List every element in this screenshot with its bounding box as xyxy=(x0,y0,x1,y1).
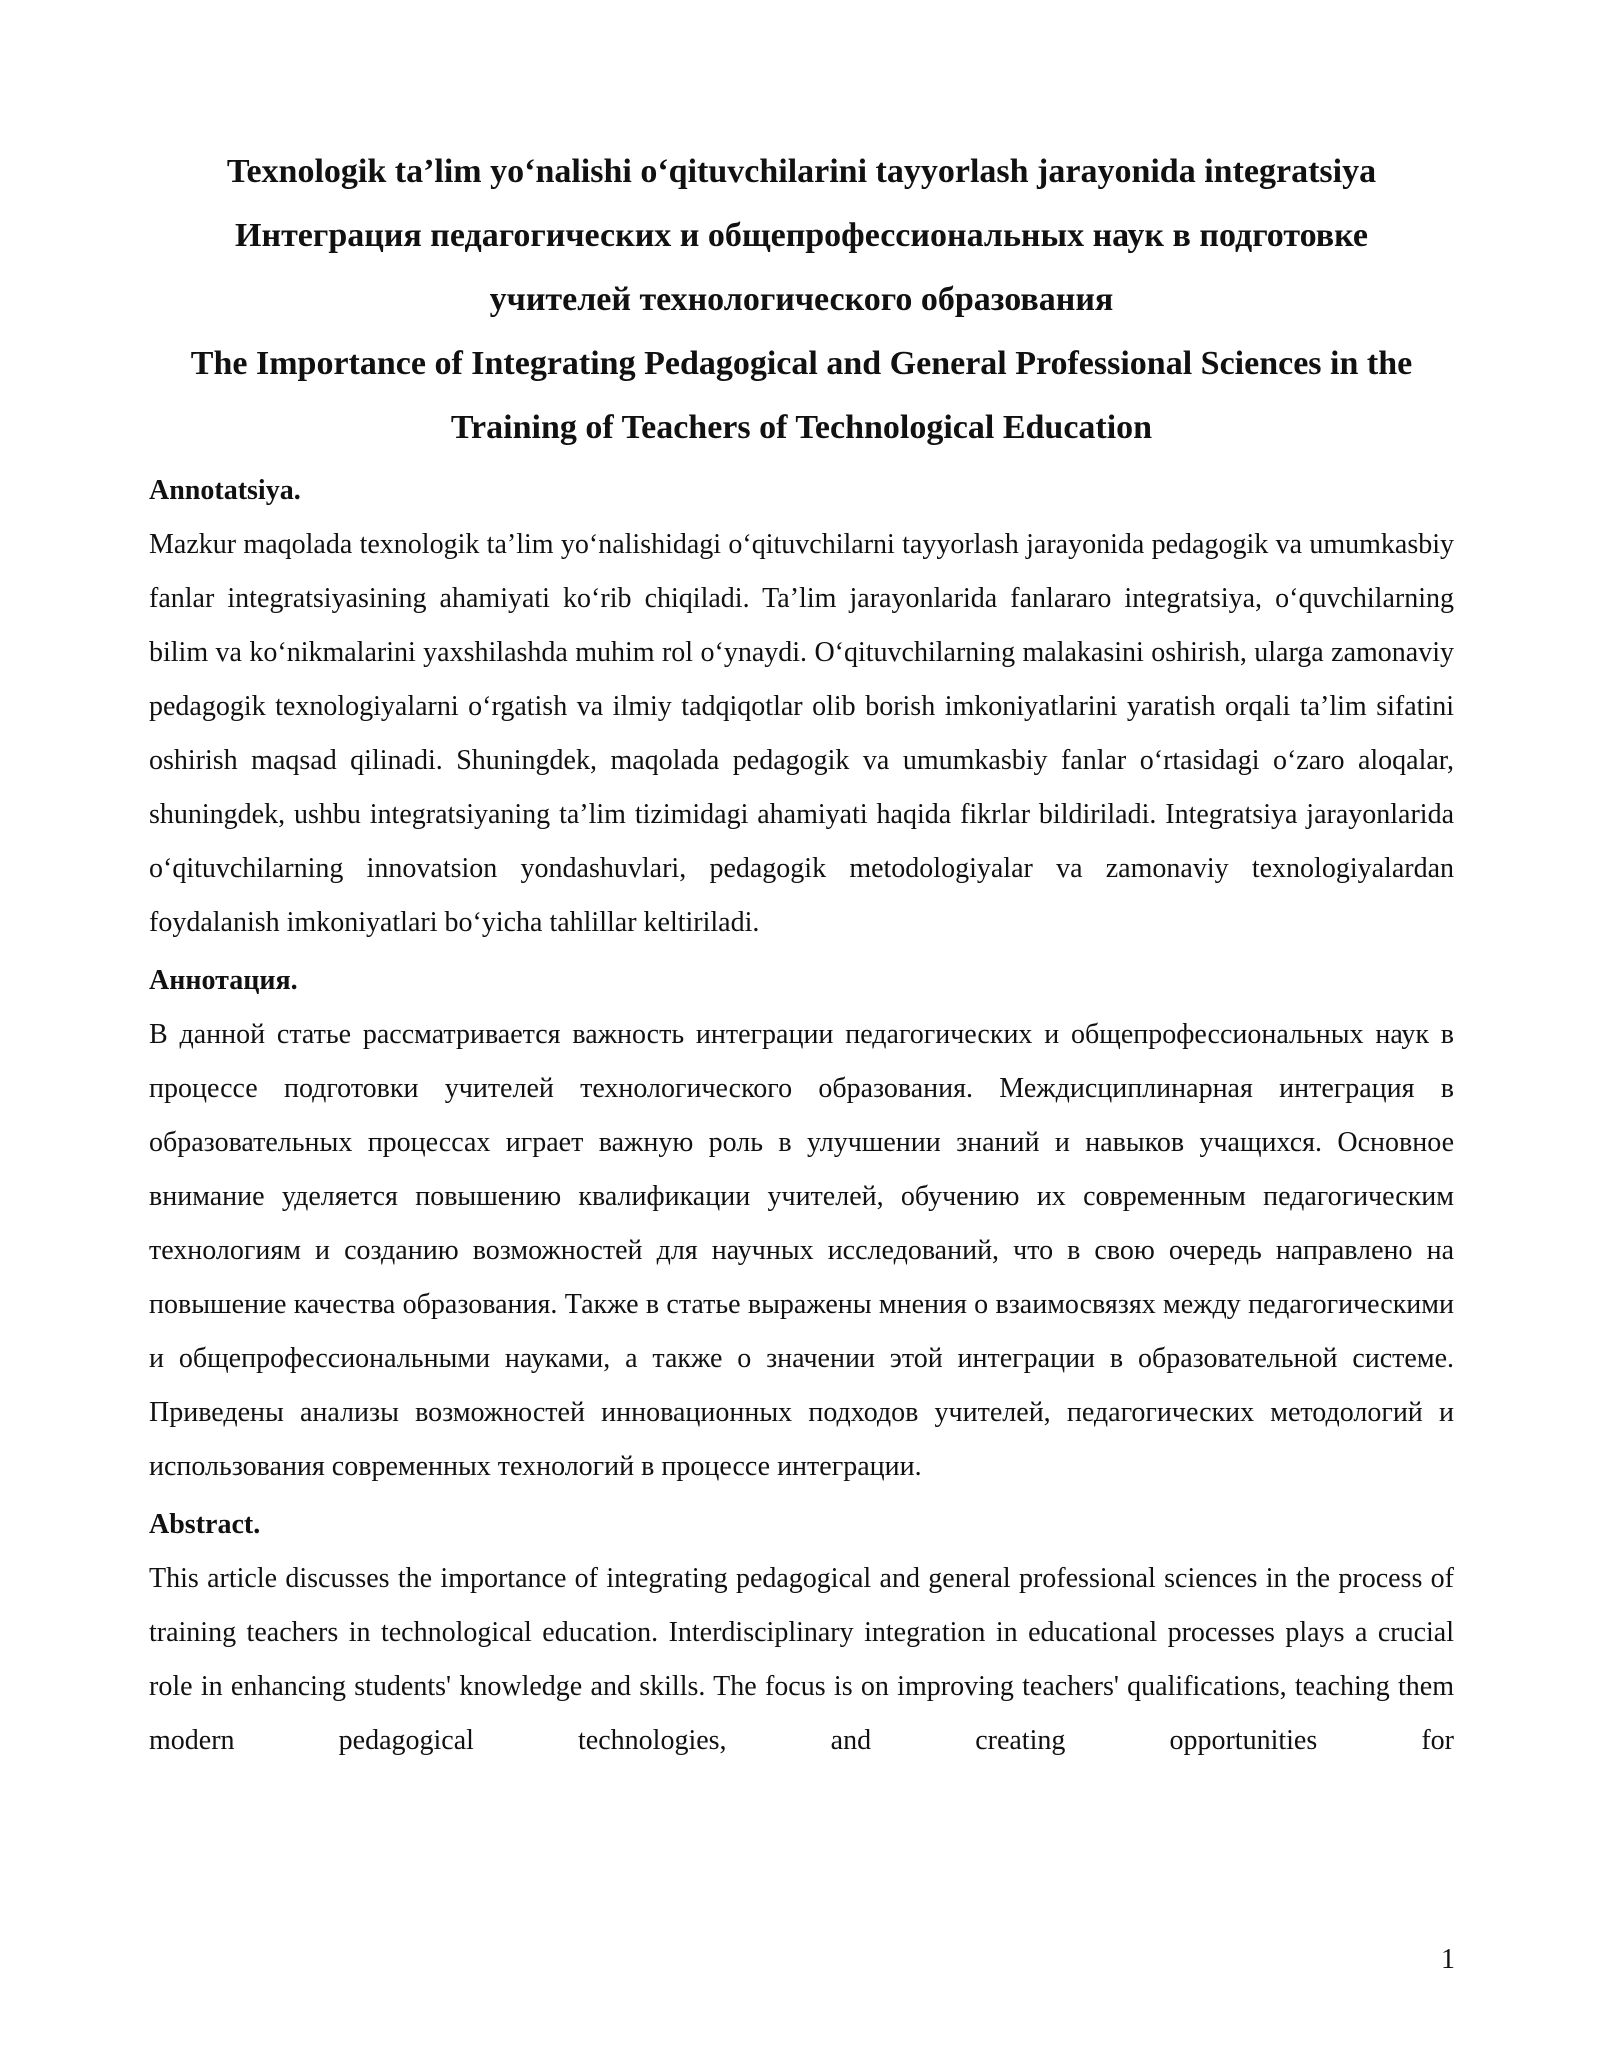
annotation-uz-text: Mazkur maqolada texnologik ta’lim yo‘nalishidagi o‘qituvchilarni tayyorlash jarayonida pedagogik va umumkasbiy fanlar integratsiyasining ahamiyati ko‘rib chiqiladi. Ta’lim jarayonlarida fanlararo integratsiya, o‘quvchilarning bilim va ko‘nikmalarini yaxshilashda muhim rol o‘ynaydi. O‘qituvchilarning malakasini oshirish, ularga zamonaviy pedagogik texnologiyalarni o‘rgatish va ilmiy tadqiqotlar olib borish imkoniyatlarini yaratish orqali ta’lim sifatini oshirish maqsad qilinadi. Shuningdek, maqolada pedagogik va umumkasbiy fanlar o‘rtasidagi o‘zaro aloqalar, shuningdek, ushbu integratsiyaning ta’lim tizimidagi ahamiyati haqida fikrlar bildiriladi. Integratsiya jarayonlarida o‘qituvchilarning innovatsion yondashuvlari, pedagogik metodologiyalar va zamonaviy texnologiyalardan foydalanish imkoniyatlari bo‘yicha tahlillar keltiriladi. xyxy=(149,529,1454,938)
document-page xyxy=(149,140,1454,1768)
title-english: The Importance of Integrating Pedagogical and General Professional Sciences in the Training of Teachers of Technological Education xyxy=(190,345,1413,446)
title-russian: Интеграция педагогических и общепрофессиональных наук в подготовке учителей технологического образования xyxy=(235,217,1368,318)
title-block xyxy=(149,140,1454,460)
page-number: 1 xyxy=(1441,1944,1455,1975)
annotation-uz-heading: Annotatsiya. xyxy=(149,475,301,506)
title-uzbek: Texnologik ta’lim yo‘nalishi o‘qituvchilarini tayyorlash jarayonida integratsiya xyxy=(226,153,1377,190)
abstract-en-text: This article discusses the importance of integrating pedagogical and general professional sciences in the process of training teachers in technological education. Interdisciplinary integration in educational processes plays a crucial role in enhancing students' knowledge and skills. The focus is on improving teachers' qualifications, teaching them modern pedagogical technologies, and creating opportunities for xyxy=(149,1563,1454,1756)
abstract-en-heading: Abstract. xyxy=(149,1509,261,1540)
annotation-ru-heading: Аннотация. xyxy=(149,965,298,996)
annotation-ru-text: В данной статье рассматривается важность интеграции педагогических и общепрофессиональных наук в процессе подготовки учителей технологического образования. Междисциплинарная интеграция в образовательных процессах играет важную роль в улучшении знаний и навыков учащихся. Основное внимание уделяется повышению квалификации учителей, обучению их современным педагогическим технологиям и созданию возможностей для научных исследований, что в свою очередь направлено на повышение качества образования. Также в статье выражены мнения о взаимосвязях между педагогическими и общепрофессиональными науками, а также о значении этой интеграции в образовательной системе. Приведены анализы возможностей инновационных подходов учителей, педагогических методологий и использования современных технологий в процессе интеграции. xyxy=(149,1019,1454,1482)
